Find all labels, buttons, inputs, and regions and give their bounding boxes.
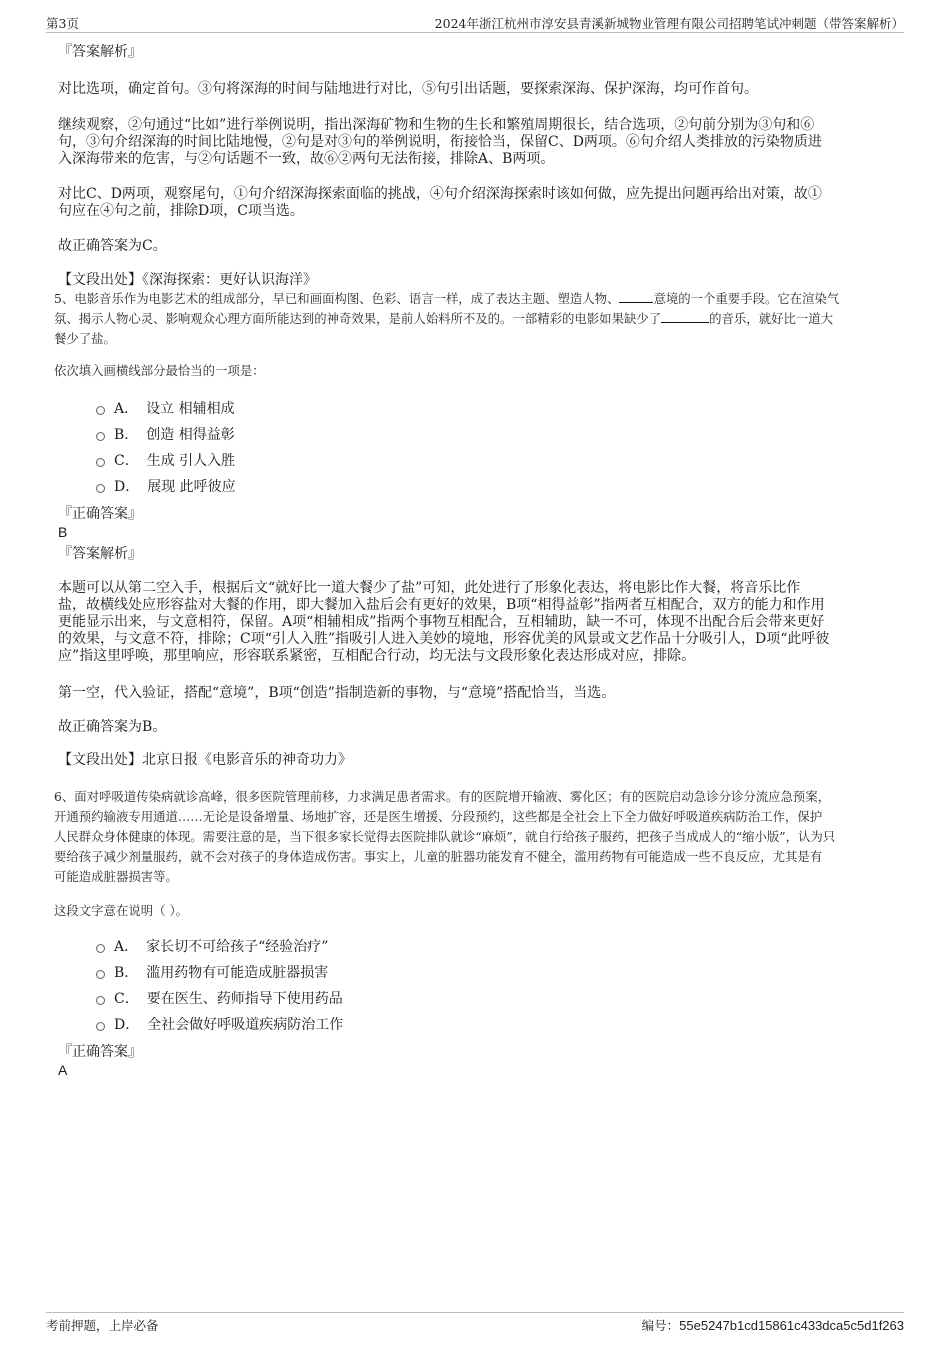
q6-option-c[interactable]: [96, 988, 343, 1008]
radio-icon[interactable]: [96, 1022, 105, 1031]
q5-stem-line2-a: 氛、揭示人物心灵、影响观众心理方面所能达到的神奇效果，是前人始料所不及的。一部精彩的电影如果缺少了: [54, 311, 662, 326]
option-text: 设立 相辅相成: [146, 401, 235, 417]
q5-stem-line1-b: 意境的一个重要手段。它在渲染气: [653, 291, 840, 306]
q4-analysis-heading: 『答案解析』: [58, 44, 142, 60]
document-code-value: 55e5247b1cd15861c433dca5c5d1f263: [679, 1318, 904, 1333]
q6-stem-line1: 6、面对呼吸道传染病就诊高峰，很多医院管理前移，力求满足患者需求。有的医院增开输液、雾化区；有的医院启动急诊分诊分流应急预案，: [54, 789, 831, 804]
radio-icon[interactable]: [96, 458, 105, 467]
option-letter: C．: [114, 991, 139, 1007]
q5-option-b[interactable]: [96, 424, 235, 444]
radio-icon[interactable]: [96, 484, 105, 493]
q5-stem-line2-b: 的音乐，就好比一道大: [709, 311, 834, 326]
q6-stem-line3: 人民群众身体健康的体现。需要注意的是，当下很多家长觉得去医院排队就诊“麻烦”，就自行给孩子服药，把孩子当成成人的“缩小版”，认为只: [54, 829, 836, 844]
radio-icon[interactable]: [96, 996, 105, 1005]
option-letter: B．: [114, 427, 139, 443]
document-code: [642, 1316, 904, 1334]
page-number: 第3页: [46, 16, 79, 31]
q6-option-a[interactable]: [96, 936, 328, 956]
document-code-label: 编号：: [641, 1318, 680, 1333]
q6-answer: A: [58, 1062, 68, 1078]
q5-analysis-p2: 第一空，代入验证，搭配“意境”，B项“创造”指制造新的事物，与“意境”搭配恰当，当选。: [58, 685, 616, 701]
q6-option-d[interactable]: [96, 1014, 343, 1034]
option-text: 展现 此呼彼应: [147, 479, 236, 495]
q5-source: 【文段出处】北京日报《电影音乐的神奇功力》: [58, 752, 352, 768]
radio-icon[interactable]: [96, 406, 105, 415]
q5-conclusion: 故正确答案为B。: [58, 719, 167, 735]
blank-1: [619, 290, 653, 303]
q6-stem-line2: 开通预约输液专用通道……无论是设备增量、场地扩容，还是医生增援、分段预约，这些都是全社会上下全力做好呼吸道疾病防治工作，保护: [54, 809, 823, 824]
q6-option-b[interactable]: [96, 962, 328, 982]
page-footer: [46, 1312, 904, 1333]
radio-icon[interactable]: [96, 970, 105, 979]
q5-option-c[interactable]: [96, 450, 235, 470]
option-letter: D．: [114, 1017, 140, 1033]
q5-answer-heading: 『正确答案』: [58, 506, 142, 522]
page-header: [46, 12, 904, 33]
option-letter: A．: [114, 401, 139, 417]
q5-stem-line3: 餐少了盐。: [54, 331, 116, 346]
option-letter: B．: [114, 965, 139, 981]
q4-analysis-p3-line2: 句应在④句之前，排除D项，C项当选。: [58, 203, 304, 219]
q5-answer: B: [58, 524, 68, 540]
q5-analysis-line3: 更能显示出来，与文意相符，保留。A项“相辅相成”指两个事物互相配合，互相辅助，缺一不可，体现不出配合后会带来更好: [58, 614, 825, 630]
footer-slogan: 考前押题，上岸必备: [46, 1318, 159, 1333]
blank-2: [661, 310, 709, 323]
q5-option-d[interactable]: [96, 476, 236, 496]
radio-icon[interactable]: [96, 432, 105, 441]
option-text: 创造 相得益彰: [146, 427, 235, 443]
q5-analysis-line4: 的效果，与文意不符，排除；C项“引人入胜”指吸引人进入美妙的境地，形容优美的风景或文艺作品十分吸引人，D项“此呼彼: [58, 631, 830, 647]
q5-analysis-line2: 盐，故横线处应形容盐对大餐的作用，即大餐加入盐后会有更好的效果，B项“相得益彰”指两者互相配合，双方的能力和作用: [58, 597, 825, 613]
q4-analysis-p1: 对比选项，确定首句。③句将深海的时间与陆地进行对比，⑤句引出话题，要探索深海、保护深海，均可作首句。: [58, 81, 758, 97]
q6-prompt: 这段文字意在说明（ ）。: [54, 903, 189, 918]
q4-conclusion: 故正确答案为C。: [58, 238, 167, 254]
q5-option-a[interactable]: [96, 398, 235, 418]
radio-icon[interactable]: [96, 944, 105, 953]
option-letter: C．: [114, 453, 139, 469]
option-text: 家长切不可给孩子“经验治疗”: [146, 939, 329, 955]
q6-stem-line5: 可能造成脏器损害等。: [54, 869, 178, 884]
option-letter: D．: [114, 479, 140, 495]
option-letter: A．: [114, 939, 139, 955]
q5-stem-line1: [54, 290, 900, 308]
document-title: 2024年浙江杭州市淳安县青溪新城物业管理有限公司招聘笔试冲刺题（带答案解析）: [434, 16, 904, 31]
q5-analysis-line1: 本题可以从第二空入手，根据后文“就好比一道大餐少了盐”可知，此处进行了形象化表达，将电影比作大餐，将音乐比作: [58, 580, 801, 596]
q4-source: 【文段出处】《深海探索：更好认识海洋》: [58, 272, 317, 288]
q5-stem-line1-a: 5、电影音乐作为电影艺术的组成部分，早已和画面构图、色彩、语言一样，成了表达主题、塑造人物、: [54, 291, 620, 306]
q4-analysis-p2-line2: 句，③句介绍深海的时间比陆地慢，②句是对③句的举例说明，衔接恰当，保留C、D两项。⑥句介绍人类排放的污染物质进: [58, 134, 822, 150]
option-text: 生成 引人入胜: [146, 453, 236, 469]
q5-stem-line2: [54, 310, 900, 328]
q5-prompt: 依次填入画横线部分最恰当的一项是：: [54, 363, 265, 378]
option-text: 滥用药物有可能造成脏器损害: [146, 965, 329, 981]
q6-stem-line4: 要给孩子减少剂量服药，就不会对孩子的身体造成伤害。事实上，儿童的脏器功能发育不健全，滥用药物有可能造成一些不良反应，尤其是有: [54, 849, 823, 864]
q6-answer-heading: 『正确答案』: [58, 1044, 142, 1060]
q5-analysis-heading: 『答案解析』: [58, 546, 142, 562]
q5-analysis-line5: 应”指这里呼唤，那里响应，形容联系紧密，互相配合行动，均无法与文段形象化表达形成对应，排除。: [58, 648, 696, 664]
option-text: 要在医生、药师指导下使用药品: [146, 991, 343, 1007]
option-text: 全社会做好呼吸道疾病防治工作: [147, 1017, 344, 1033]
q4-analysis-p2-line3: 入深海带来的危害，与②句话题不一致，故⑥②两句无法衔接，排除A、B两项。: [58, 151, 555, 167]
q4-analysis-p2-line1: 继续观察，②句通过“比如”进行举例说明，指出深海矿物和生物的生长和繁殖周期很长，结合选项，②句前分别为③句和⑥: [58, 117, 815, 133]
q4-analysis-p3-line1: 对比C、D两项，观察尾句，①句介绍深海探索面临的挑战，④句介绍深海探索时该如何做，应先提出问题再给出对策，故①: [58, 186, 822, 202]
